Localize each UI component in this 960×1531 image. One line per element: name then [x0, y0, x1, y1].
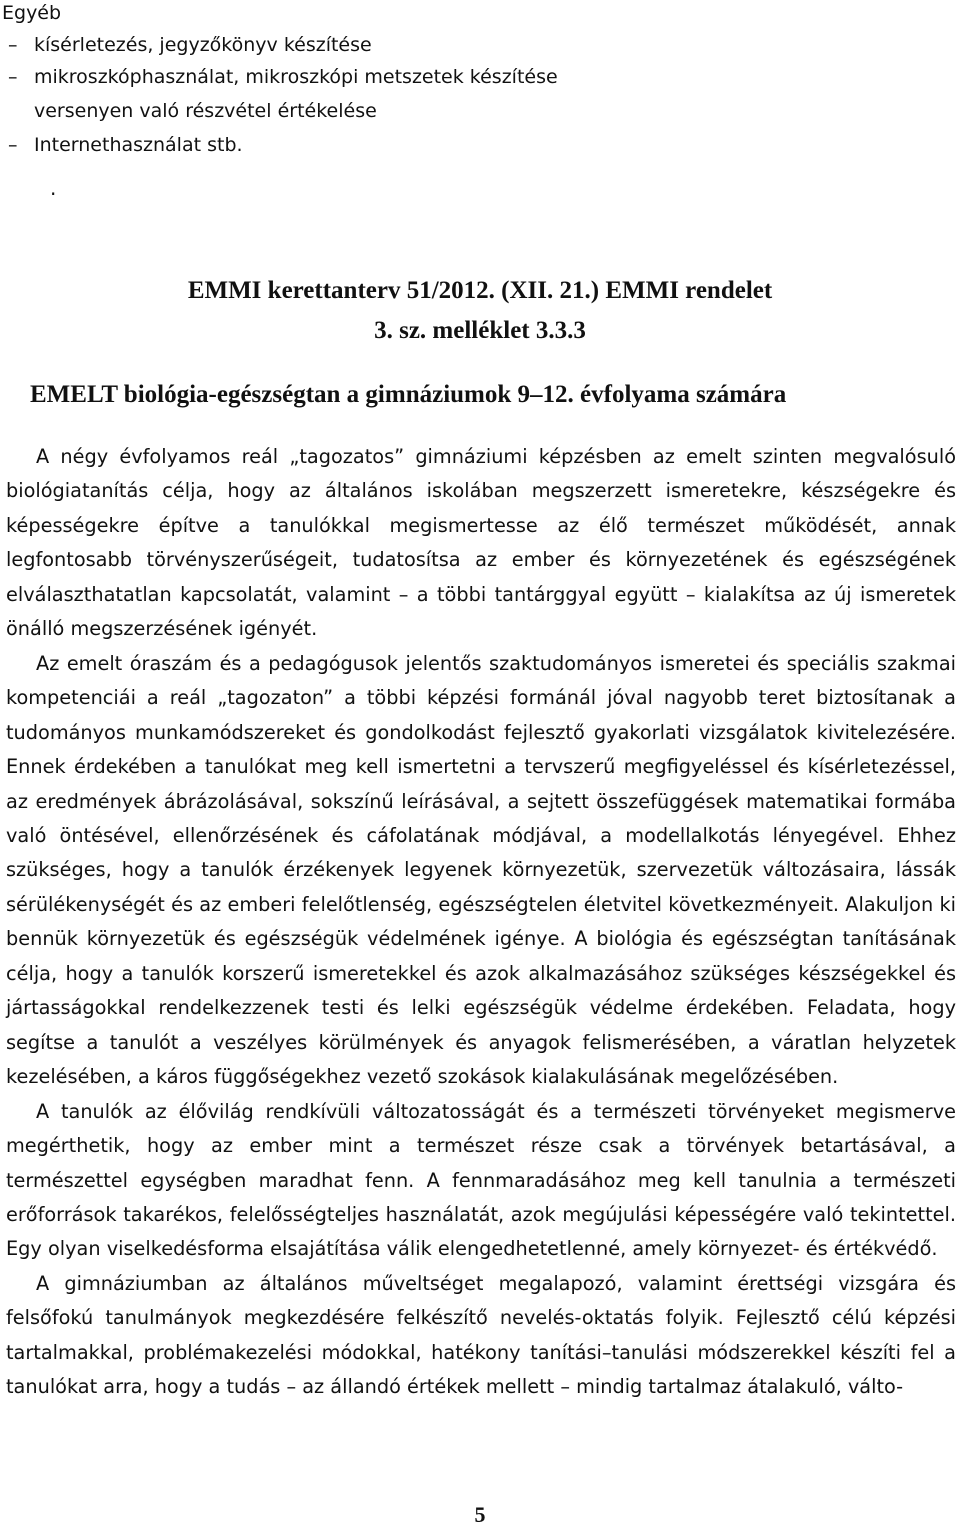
bullet-dash: – [8, 66, 18, 88]
bullet-dash: – [8, 34, 18, 56]
list-item [8, 134, 243, 156]
document-title: EMMI kerettanterv 51/2012. (XII. 21.) EMMI rendelet [187, 277, 773, 304]
section-heading: Egyéb [2, 2, 62, 24]
paragraph: A tanulók az élővilág rendkívüli változatosságát és a természeti törvényeket megismerve megérthetik, hogy az ember mint a természet része csak a törvények betartásával, a természettel egységben maradhat fenn. A fennmaradásához meg kell tanulnia a természeti erőforrások takarékos, felelősségteljes használatát, azok megújulási képességére való tekintettel. Egy olyan viselkedésforma elsajátítása válik elengedhetetlenné, amely környezet- és értékvédő. [6, 1099, 956, 1261]
document-subtitle: EMELT biológia-egészségtan a gimnáziumok 9–12. évfolyama számára [30, 381, 787, 408]
bullet-dash: – [8, 134, 18, 156]
document-title-annex: 3. sz. melléklet 3.3.3 [374, 317, 586, 344]
page-number: 5 [474, 1502, 486, 1527]
paragraph: Az emelt óraszám és a pedagógusok jelentős szaktudományos ismeretei és speciális szakmai kompetenciái a reál „tagozaton” a többi képzési formánál jóval nagyobb teret biztosítanak a tudományos munkamódszereket és gondolkodást fejlesztő gyakorlati vizsgálatok kivitelezésére. Ennek érdekében a tanulókat meg kell ismertetni a tervszerű megfigyeléssel és kísérletezéssel, az eredmények ábrázolásával, sokszínű leírásával, a sejtett összefüggések matematikai formába való öntésével, ellenőrzésének és cáfolatának módjával, a modellalkotás lényegével. Ehhez szükséges, hogy a tanulók érzékenyek legyenek környezetük, szervezetük változásaira, lássák sérülékenységét és az emberi felelőtlenség, egészségtelen életvitel következményeit. Alakuljon ki bennük környezetük és egészségük védelmének igénye. A biológia és egészségtan tanításának célja, hogy a tanulók korszerű ismeretekkel és azok alkalmazásához szükséges készségekkel és jártasságokkal rendelkezzenek testi és lelki egészségük védelme érdekében. Feladata, hogy segítse a tanulót a veszélyes körülmények és anyagok felismerésében, a váratlan helyzetek kezelésében, a káros függőségekhez vezető szokások kialakulásának megelőzésében. [6, 651, 956, 1089]
list-item-text: mikroszkóphasználat, mikroszkópi metszetek készítése [34, 66, 558, 88]
list-item-text: Internethasználat stb. [34, 134, 243, 156]
list-item [8, 100, 377, 122]
list-item [8, 66, 558, 88]
paragraph: A gimnáziumban az általános műveltséget megalapozó, valamint érettségi vizsgára és felsőfokú tanulmányok megkezdésére felkészítő nevelés-oktatás folyik. Fejlesztő célú képzési tartalmakkal, problémakezelési módokkal, hatékony tanítási–tanulási módszerekkel készíti fel a tanulókat arra, hogy a tudás – az állandó értékek mellett – mindig tartalmaz átalakuló, válto- [6, 1271, 956, 1399]
stray-dot: . [50, 176, 57, 200]
body-text [6, 440, 956, 1405]
list-item-text: kísérletezés, jegyzőkönyv készítése [34, 34, 372, 56]
paragraph: A négy évfolyamos reál „tagozatos” gimnáziumi képzésben az emelt szinten megvalósuló biológiatanítás célja, hogy az általános iskolában megszerzett ismeretekre, készségekre és képességekre építve a tanulókkal megismertesse az élő természet működését, annak legfontosabb törvényszerűségeit, tudatosítsa az ember és környezetének és egészségének elválaszthatatlan kapcsolatát, valamint – a többi tantárggyal együtt – kialakítsa az új ismeretek önálló megszerzésének igényét. [6, 445, 956, 641]
list-item-text: versenyen való részvétel értékelése [34, 100, 377, 122]
list-item [8, 34, 372, 56]
